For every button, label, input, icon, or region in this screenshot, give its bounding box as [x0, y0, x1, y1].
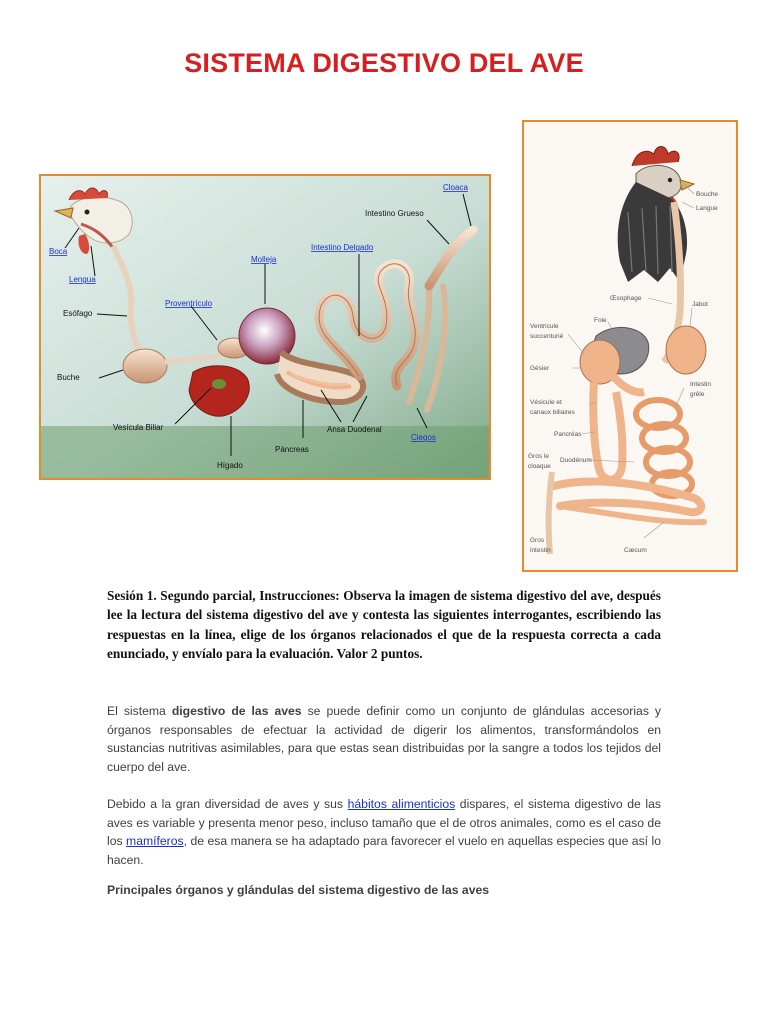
paragraph-definition — [107, 702, 661, 776]
label-succenturie: succenturié — [530, 333, 564, 340]
page-title: SISTEMA DIGESTIVO DEL AVE — [184, 48, 584, 78]
digestive-diagram-french — [522, 120, 738, 572]
label-intestino-grueso: Intestino Grueso — [365, 209, 424, 218]
paragraph-diversity — [107, 795, 661, 869]
label-gros-intestin-1: Gros — [530, 537, 545, 544]
label-langue: Langue — [696, 205, 718, 212]
label-oesophage: Œsophage — [610, 295, 642, 302]
label-ventricule: Ventricule — [530, 323, 559, 330]
label-bouche: Bouche — [696, 191, 719, 198]
paragraph-definition-post: se puede definir como un conjunto de glándulas accesorias y órganos responsables de efectuar la actividad de digerir los alimentos, transformándolos en sustancias nutritivas asimilables, para que estas sean distribuidas por la sangre a todos los tejidos del cuerpo del ave. — [107, 704, 662, 774]
label-foie: Foie — [594, 317, 607, 324]
label-ansa-duodenal: Ansa Duodenal — [327, 425, 382, 434]
label-cloaca: Cloaca — [443, 183, 468, 192]
label-intestino-delgado: Intestino Delgado — [311, 243, 374, 252]
label-vesicula-biliar: Vesícula Biliar — [113, 423, 164, 432]
label-proventriculo: Proventrículo — [165, 299, 213, 308]
label-intestin: Intestin — [690, 381, 711, 388]
label-duodenum: Duodénum — [560, 457, 592, 464]
label-higado: Hígado — [217, 461, 243, 470]
label-lengua: Lengua — [69, 275, 96, 284]
label-gesier: Gésier — [530, 365, 550, 372]
label-caecum: Cæcum — [624, 547, 647, 554]
label-vesicule: Vésicule et — [530, 399, 562, 406]
label-gros: Gros le — [528, 453, 549, 460]
digestive-diagram-spanish — [39, 174, 491, 480]
label-canaux: canaux biliaires — [530, 409, 575, 416]
paragraph-diversity-post: , de esa manera se ha adaptado para favorecer el vuelo en aquellas especies que así lo hacen. — [107, 834, 662, 867]
link-mamiferos[interactable]: mamíferos — [126, 834, 184, 848]
paragraph-diversity-pre: Debido a la gran diversidad de aves y sus — [107, 797, 348, 811]
label-molleja: Molleja — [251, 255, 277, 264]
label-cloaque: cloaque — [528, 463, 551, 470]
label-grele: grêle — [690, 391, 705, 398]
section-heading: Principales órganos y glándulas del sistema digestivo de las aves — [107, 883, 490, 897]
label-gros-intestin-2: intestin — [530, 547, 551, 554]
label-pancreas: Páncreas — [275, 445, 309, 454]
paragraph-definition-bold: digestivo de las aves — [171, 704, 302, 718]
label-buche: Buche — [57, 373, 80, 382]
paragraph-definition-pre: El sistema — [107, 704, 172, 718]
instructions-text: Sesión 1. Segundo parcial, Instrucciones: Observa la imagen de sistema digestivo del ave, después lee la lectura del sistema digestivo del ave y contesta las siguientes interrogantes, escribiendo las respuestas en la línea, elige de los órganos relacionados el que de la respuesta correcta a cada enunciado, y envíalo para la evaluación. Valor 2 puntos. — [107, 588, 661, 662]
paragraph-diversity-mid: dispares, el sistema digestivo de las aves es variable y presenta menor peso, incluso tamaño que el de otros animales, como es el caso de los — [107, 797, 661, 848]
label-ciegos: Ciegos — [411, 433, 436, 442]
label-jabot: Jabot — [692, 301, 708, 308]
link-habitos-alimenticios[interactable]: hábitos alimenticios — [347, 797, 456, 811]
label-boca: Boca — [49, 247, 68, 256]
label-pancreas-fr: Pancréas — [554, 431, 582, 438]
label-esofago: Esófago — [63, 309, 93, 318]
